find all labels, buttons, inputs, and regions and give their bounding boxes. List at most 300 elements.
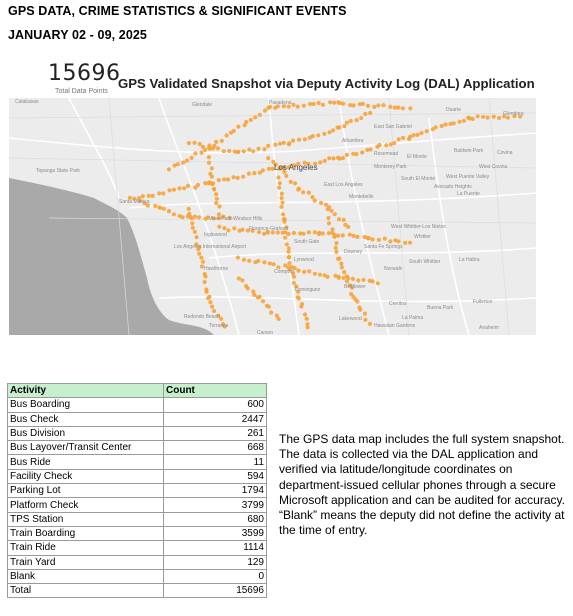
gps-point bbox=[352, 234, 356, 238]
gps-point bbox=[253, 115, 257, 119]
gps-point bbox=[348, 233, 352, 237]
gps-point bbox=[360, 150, 364, 154]
gps-point bbox=[190, 156, 194, 160]
gps-point bbox=[267, 167, 271, 171]
count-cell: 1794 bbox=[164, 484, 267, 498]
map-place-label: Baldwin Park bbox=[454, 148, 484, 154]
gps-point bbox=[355, 235, 359, 239]
gps-point bbox=[401, 106, 405, 110]
map-place-label: South Whittier bbox=[409, 259, 441, 265]
gps-point bbox=[291, 103, 295, 107]
gps-point bbox=[305, 317, 309, 321]
map-place-label: Norwalk bbox=[384, 266, 403, 272]
gps-point bbox=[345, 153, 349, 157]
gps-point bbox=[246, 286, 250, 290]
gps-point bbox=[266, 144, 270, 148]
gps-point bbox=[330, 231, 334, 235]
gps-point bbox=[326, 207, 330, 211]
activity-cell: Bus Division bbox=[8, 426, 164, 440]
gps-point bbox=[249, 118, 253, 122]
gps-point bbox=[193, 151, 197, 155]
gps-point bbox=[226, 177, 230, 181]
map-place-label: South Gate bbox=[294, 239, 320, 245]
gps-point bbox=[307, 269, 311, 273]
gps-point bbox=[277, 186, 281, 190]
map-place-label: Topanga State Park bbox=[36, 168, 80, 174]
gps-point bbox=[313, 230, 317, 234]
gps-point bbox=[466, 116, 470, 120]
activity-cell: Facility Check bbox=[8, 469, 164, 483]
gps-point bbox=[462, 119, 466, 123]
gps-point bbox=[337, 275, 341, 279]
gps-point bbox=[201, 260, 205, 264]
gps-point bbox=[351, 295, 355, 299]
gps-point bbox=[236, 150, 240, 154]
gps-point bbox=[327, 130, 331, 134]
gps-point bbox=[191, 226, 195, 230]
gps-point bbox=[291, 139, 295, 143]
count-cell: 594 bbox=[164, 469, 267, 483]
gps-point bbox=[355, 118, 359, 122]
map-place-label: Anaheim bbox=[479, 325, 499, 331]
map-place-label: La Habra bbox=[459, 257, 480, 263]
gps-point bbox=[403, 241, 407, 245]
gps-point bbox=[211, 146, 215, 150]
gps-point bbox=[371, 237, 375, 241]
table-row bbox=[8, 555, 267, 569]
map-place-label: Downey bbox=[344, 249, 363, 255]
gps-point bbox=[297, 138, 301, 142]
map-place-label: Duarte bbox=[446, 107, 462, 113]
gps-point bbox=[262, 260, 266, 264]
activity-cell: Platform Check bbox=[8, 498, 164, 512]
gps-point bbox=[334, 250, 338, 254]
gps-point bbox=[167, 167, 171, 171]
gps-point bbox=[284, 174, 288, 178]
table-row bbox=[8, 541, 267, 555]
gps-point bbox=[345, 279, 349, 283]
gps-point bbox=[345, 121, 349, 125]
gps-point bbox=[195, 235, 199, 239]
gps-point bbox=[186, 184, 190, 188]
table-row bbox=[8, 569, 267, 583]
activity-column-header: Activity bbox=[8, 384, 164, 398]
gps-point bbox=[240, 228, 244, 232]
gps-point bbox=[296, 269, 300, 273]
gps-point bbox=[381, 103, 385, 107]
table-row bbox=[8, 498, 267, 512]
gps-point bbox=[232, 226, 236, 230]
activity-cell: Bus Boarding bbox=[8, 398, 164, 412]
gps-point bbox=[199, 256, 203, 260]
report-title: GPS DATA, CRIME STATISTICS & SIGNIFICANT EVENTS bbox=[8, 4, 347, 18]
map-place-label: Buena Park bbox=[427, 305, 454, 311]
gps-point bbox=[192, 141, 196, 145]
gps-point bbox=[283, 236, 287, 240]
gps-point bbox=[241, 175, 245, 179]
gps-point bbox=[167, 188, 171, 192]
gps-point bbox=[193, 215, 197, 219]
gps-point bbox=[297, 296, 301, 300]
map-place-label: Montebello bbox=[349, 194, 374, 200]
gps-point bbox=[327, 221, 331, 225]
activity-cell: Parking Lot bbox=[8, 484, 164, 498]
gps-point bbox=[277, 317, 281, 321]
count-cell: 0 bbox=[164, 569, 267, 583]
map-place-label: Lynwood bbox=[294, 257, 314, 263]
gps-point bbox=[261, 299, 265, 303]
gps-point bbox=[181, 161, 185, 165]
activity-cell: Train Ride bbox=[8, 541, 164, 555]
gps-point bbox=[351, 277, 355, 281]
gps-point bbox=[197, 215, 201, 219]
gps-point bbox=[185, 159, 189, 163]
gps-point bbox=[321, 231, 325, 235]
gps-point bbox=[261, 168, 265, 172]
gps-point bbox=[186, 214, 190, 218]
gps-point bbox=[222, 226, 226, 230]
gps-point bbox=[419, 131, 423, 135]
table-row bbox=[8, 398, 267, 412]
gps-point bbox=[349, 119, 353, 123]
map-place-label: East Los Angeles bbox=[324, 182, 363, 188]
map-place-label: View Park-Windsor Hills bbox=[209, 216, 263, 222]
count-cell: 3799 bbox=[164, 498, 267, 512]
gps-point bbox=[278, 181, 282, 185]
gps-point bbox=[282, 141, 286, 145]
gps-point bbox=[329, 209, 333, 213]
map-place-label: Los Angeles International Airport bbox=[174, 244, 246, 250]
gps-point bbox=[408, 106, 412, 110]
gps-point bbox=[201, 145, 205, 149]
gps-point bbox=[331, 128, 335, 132]
gps-point bbox=[280, 192, 284, 196]
gps-point bbox=[153, 204, 157, 208]
gps-point bbox=[401, 136, 405, 140]
gps-point bbox=[440, 124, 444, 128]
gps-point bbox=[176, 162, 180, 166]
gps-point bbox=[287, 142, 291, 146]
gps-point bbox=[273, 143, 277, 147]
gps-point bbox=[412, 133, 416, 137]
gps-point bbox=[345, 274, 349, 278]
gps-point bbox=[334, 246, 338, 250]
map-place-label: Whittier bbox=[414, 234, 431, 240]
gps-point bbox=[242, 149, 246, 153]
gps-point bbox=[225, 133, 229, 137]
gps-point bbox=[338, 101, 342, 105]
gps-point bbox=[359, 116, 363, 120]
gps-point bbox=[276, 175, 280, 179]
gps-point bbox=[376, 103, 380, 107]
count-cell: 2447 bbox=[164, 412, 267, 426]
gps-point bbox=[366, 104, 370, 108]
gps-point bbox=[444, 122, 448, 126]
map-place-label: Monterey Park bbox=[374, 164, 407, 170]
gps-point bbox=[197, 252, 201, 256]
count-cell: 3599 bbox=[164, 526, 267, 540]
map-place-label: West Covina bbox=[479, 164, 508, 170]
map-place-label: Fullerton bbox=[473, 299, 493, 305]
gps-point bbox=[267, 305, 271, 309]
gps-point bbox=[296, 105, 300, 109]
gps-point bbox=[258, 295, 262, 299]
gps-point bbox=[280, 196, 284, 200]
gps-point bbox=[214, 201, 218, 205]
gps-point bbox=[416, 133, 420, 137]
gps-point bbox=[162, 207, 166, 211]
map-place-label: Hawthorne bbox=[204, 266, 229, 272]
total-data-points-label: Total Data Points bbox=[55, 88, 108, 95]
gps-point bbox=[313, 199, 317, 203]
gps-point bbox=[318, 160, 322, 164]
map-place-label: South El Monte bbox=[401, 176, 436, 182]
gps-point bbox=[287, 255, 291, 259]
map-place-label: La Puente bbox=[457, 191, 480, 197]
gps-point bbox=[210, 166, 214, 170]
gps-point bbox=[172, 212, 176, 216]
gps-point bbox=[286, 250, 290, 254]
count-cell: 1114 bbox=[164, 541, 267, 555]
gps-point bbox=[303, 312, 307, 316]
map-title: GPS Validated Snapshot via Deputy Activity Log (DAL) Application bbox=[118, 76, 535, 91]
gps-point bbox=[296, 187, 300, 191]
gps-point bbox=[341, 233, 345, 237]
gps-point bbox=[182, 186, 186, 190]
gps-point bbox=[258, 113, 262, 117]
gps-point bbox=[216, 146, 220, 150]
table-row bbox=[8, 441, 267, 455]
gps-point bbox=[285, 242, 289, 246]
gps-point bbox=[272, 262, 276, 266]
gps-point bbox=[292, 275, 296, 279]
gps-point bbox=[190, 221, 194, 225]
gps-point bbox=[434, 125, 438, 129]
map-canvas bbox=[9, 98, 536, 335]
gps-point bbox=[247, 172, 251, 176]
table-row bbox=[8, 512, 267, 526]
gps-point bbox=[215, 197, 219, 201]
map-place-label: Hawaiian Gardens bbox=[374, 323, 416, 329]
map-place-label: West Whittier-Los Nietos bbox=[391, 224, 446, 230]
gps-point bbox=[328, 100, 332, 104]
map-place-label: Lakewood bbox=[339, 316, 362, 322]
gps-point bbox=[262, 232, 266, 236]
activity-cell: Train Yard bbox=[8, 555, 164, 569]
map-place-label: Carson bbox=[257, 330, 274, 335]
gps-point bbox=[331, 156, 335, 160]
table-total-row bbox=[8, 584, 267, 598]
gps-point bbox=[346, 225, 350, 229]
table-row bbox=[8, 412, 267, 426]
gps-point bbox=[210, 305, 214, 309]
gps-point bbox=[151, 194, 155, 198]
gps-point bbox=[266, 156, 270, 160]
gps-point bbox=[486, 115, 490, 119]
gps-point bbox=[310, 195, 314, 199]
gps-point bbox=[337, 125, 341, 129]
gps-point bbox=[388, 105, 392, 109]
gps-point bbox=[327, 156, 331, 160]
gps-point bbox=[161, 191, 165, 195]
gps-point bbox=[287, 261, 291, 265]
count-cell: 11 bbox=[164, 455, 267, 469]
activity-cell: Bus Layover/Transit Center bbox=[8, 441, 164, 455]
gps-point bbox=[193, 230, 197, 234]
count-cell: 668 bbox=[164, 441, 267, 455]
gps-point bbox=[252, 171, 256, 175]
map-place-label: West Puente Valley bbox=[446, 174, 490, 180]
count-column-header: Count bbox=[164, 384, 267, 398]
gps-point bbox=[363, 318, 367, 322]
gps-point bbox=[263, 108, 267, 112]
gps-point bbox=[376, 281, 380, 285]
gps-point bbox=[396, 239, 400, 243]
gps-point bbox=[492, 115, 496, 119]
gps-point bbox=[368, 322, 372, 326]
gps-point bbox=[392, 141, 396, 145]
gps-point bbox=[247, 147, 251, 151]
gps-point bbox=[293, 181, 297, 185]
gps-point bbox=[214, 192, 218, 196]
activity-cell: TPS Station bbox=[8, 512, 164, 526]
map-place-label: Avocado Heights bbox=[434, 184, 472, 190]
gps-point bbox=[316, 133, 320, 137]
gps-point bbox=[289, 180, 293, 184]
gps-point bbox=[222, 177, 226, 181]
gps-point bbox=[377, 238, 381, 242]
map-place-label: Torrance bbox=[209, 323, 229, 329]
gps-point bbox=[425, 129, 429, 133]
gps-point bbox=[321, 103, 325, 107]
gps-point bbox=[256, 259, 260, 263]
gps-point bbox=[358, 308, 362, 312]
map-place-label: East San Gabriel bbox=[374, 124, 412, 130]
activity-cell: Blank bbox=[8, 569, 164, 583]
gps-map[interactable] bbox=[9, 98, 536, 335]
gps-point bbox=[232, 129, 236, 133]
gps-point bbox=[187, 207, 191, 211]
gps-point bbox=[396, 105, 400, 109]
gps-point bbox=[452, 121, 456, 125]
gps-point bbox=[177, 186, 181, 190]
gps-point bbox=[299, 304, 303, 308]
activity-cell: Bus Check bbox=[8, 412, 164, 426]
map-place-label: Florence-Graham bbox=[249, 226, 289, 232]
gps-point bbox=[352, 103, 356, 107]
gps-point bbox=[367, 236, 371, 240]
gps-point bbox=[262, 147, 266, 151]
gps-point bbox=[372, 105, 376, 109]
gps-point bbox=[281, 212, 285, 216]
gps-point bbox=[311, 134, 315, 138]
map-place-label: Glendora bbox=[503, 111, 524, 117]
count-cell: 129 bbox=[164, 555, 267, 569]
gps-point bbox=[203, 274, 207, 278]
gps-point bbox=[303, 137, 307, 141]
total-count: 15696 bbox=[164, 584, 267, 598]
map-place-label: Compton bbox=[274, 269, 295, 275]
gps-point bbox=[497, 116, 501, 120]
map-place-label: Bellflower bbox=[344, 284, 366, 290]
gps-point bbox=[244, 120, 248, 124]
gps-point bbox=[251, 149, 255, 153]
gps-point bbox=[318, 273, 322, 277]
gps-point bbox=[157, 191, 161, 195]
gps-point bbox=[181, 215, 185, 219]
gps-point bbox=[337, 217, 341, 221]
map-place-label: Dominguez bbox=[295, 287, 321, 293]
gps-point bbox=[323, 159, 327, 163]
gps-point bbox=[196, 183, 200, 187]
gps-point bbox=[217, 204, 221, 208]
table-row bbox=[8, 426, 267, 440]
map-place-label: Santa Monica bbox=[119, 199, 150, 205]
gps-point bbox=[408, 241, 412, 245]
gps-point bbox=[313, 272, 317, 276]
gps-point bbox=[212, 309, 216, 313]
gps-point bbox=[172, 188, 176, 192]
gps-point bbox=[207, 161, 211, 165]
gps-point bbox=[342, 124, 346, 128]
gps-point bbox=[397, 137, 401, 141]
gps-point bbox=[207, 143, 211, 147]
gps-point bbox=[266, 106, 270, 110]
gps-point bbox=[199, 151, 203, 155]
gps-point bbox=[363, 312, 367, 316]
gps-point bbox=[203, 280, 207, 284]
gps-point bbox=[339, 262, 343, 266]
table-row bbox=[8, 526, 267, 540]
gps-point bbox=[383, 237, 387, 241]
gps-point bbox=[356, 278, 360, 282]
gps-point bbox=[326, 275, 330, 279]
gps-point bbox=[198, 142, 202, 146]
gps-point bbox=[476, 114, 480, 118]
gps-point bbox=[341, 156, 345, 160]
gps-point bbox=[317, 232, 321, 236]
gps-point bbox=[307, 230, 311, 234]
gps-point bbox=[292, 281, 296, 285]
gps-point bbox=[187, 141, 191, 145]
gps-point bbox=[317, 101, 321, 105]
gps-point bbox=[269, 311, 273, 315]
gps-point bbox=[292, 231, 296, 235]
gps-point bbox=[471, 117, 475, 121]
gps-data-points bbox=[128, 100, 523, 329]
gps-point bbox=[222, 149, 226, 153]
gps-point bbox=[167, 209, 171, 213]
activity-cell: Bus Ride bbox=[8, 455, 164, 469]
map-place-label: Los Angeles bbox=[274, 163, 318, 172]
gps-point bbox=[247, 259, 251, 263]
map-place-label: Alhambra bbox=[342, 138, 364, 144]
gps-point bbox=[361, 102, 365, 106]
gps-point bbox=[257, 147, 261, 151]
activity-table bbox=[7, 383, 267, 598]
map-place-label: Pasadena bbox=[269, 100, 292, 106]
map-place-label: Covina bbox=[497, 150, 513, 156]
gps-point bbox=[302, 270, 306, 274]
gps-point bbox=[355, 299, 359, 303]
total-data-points-value: 15696 bbox=[48, 61, 121, 86]
gps-point bbox=[207, 295, 211, 299]
gps-point bbox=[286, 232, 290, 236]
gps-point bbox=[312, 102, 316, 106]
total-label: Total bbox=[8, 584, 164, 598]
gps-point bbox=[252, 293, 256, 297]
gps-point bbox=[361, 278, 365, 282]
